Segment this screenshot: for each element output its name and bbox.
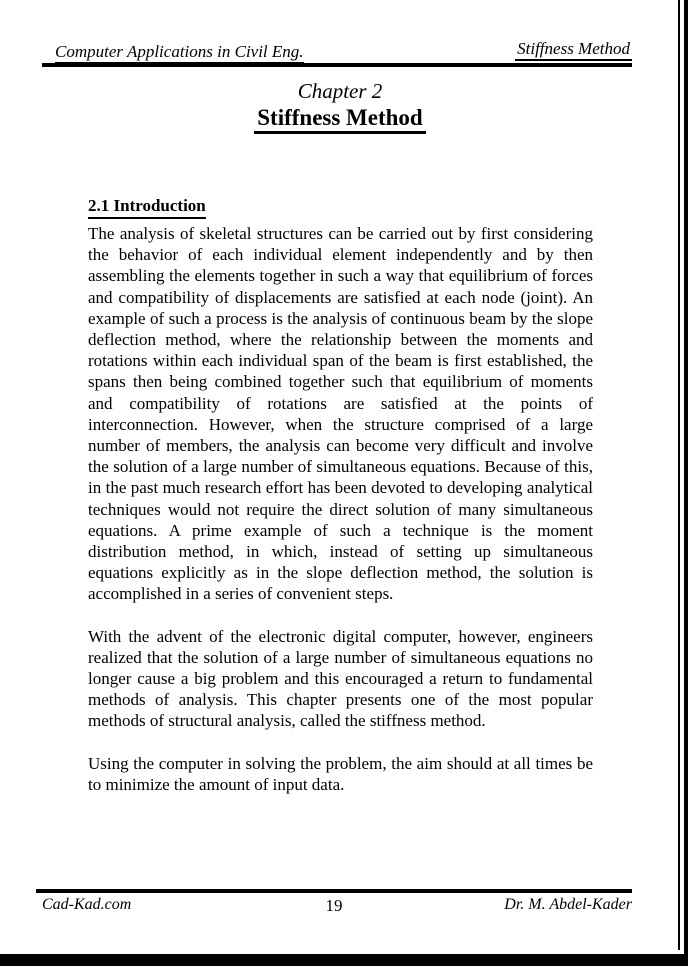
page-header (42, 38, 632, 67)
body-text (88, 223, 593, 816)
footer-author: Dr. M. Abdel-Kader (504, 896, 632, 913)
body-paragraph: With the advent of the electronic digital computer, however, engineers realized that the solution of a large number of simultaneous equations no longer cause a big problem and this encouraged a return to fundamental methods of analysis. This chapter presents one of the most popular methods of structural analysis, called the stiffness method. (88, 626, 593, 731)
body-paragraph: The analysis of skeletal structures can be carried out by first considering the behavior of each individual element independently and by then assembling the elements together in such a way that equilibrium of forces and compatibility of displacements are satisfied at each node (joint). An example of such a process is the analysis of continuous beam by the slope deflection method, where the relationship between the moments and rotations within each individual span of the beam is first established, the spans then being combined together such that equilibrium of moments and compatibility of rotations are satisfied at the points of interconnection. However, when the structure comprised of a large number of members, the analysis can become very difficult and involve the solution of a large number of simultaneous equations. Because of this, in the past much research effort has been devoted to developing analytical techniques would not require the direct solution of many simultaneous equations. A prime example of such a technique is the moment distribution method, in which, instead of setting up simultaneous equations explicitly as in the slope deflection method, the solution is accomplished in a series of convenient steps. (88, 224, 593, 604)
chapter-name: Stiffness Method (254, 105, 425, 134)
scan-edge-line-outer (684, 0, 688, 966)
header-chapter-title: Stiffness Method (515, 38, 632, 61)
footer-divider (36, 889, 632, 893)
footer-website: Cad-Kad.com (42, 896, 132, 913)
section-heading-text: 2.1 Introduction (88, 196, 206, 219)
section-heading (88, 196, 206, 219)
chapter-name-line (0, 105, 680, 134)
page-number: 19 (325, 896, 343, 915)
chapter-title-block (0, 79, 680, 134)
header-course-title: Computer Applications in Civil Eng. (55, 42, 304, 61)
scan-bottom-bar (0, 954, 688, 966)
scan-edge-line-inner (678, 0, 680, 950)
chapter-number: Chapter 2 (297, 79, 383, 103)
page-footer (36, 896, 632, 914)
body-paragraph: Using the computer in solving the problem, the aim should at all times be to minimize the amount of input data. (88, 753, 593, 794)
